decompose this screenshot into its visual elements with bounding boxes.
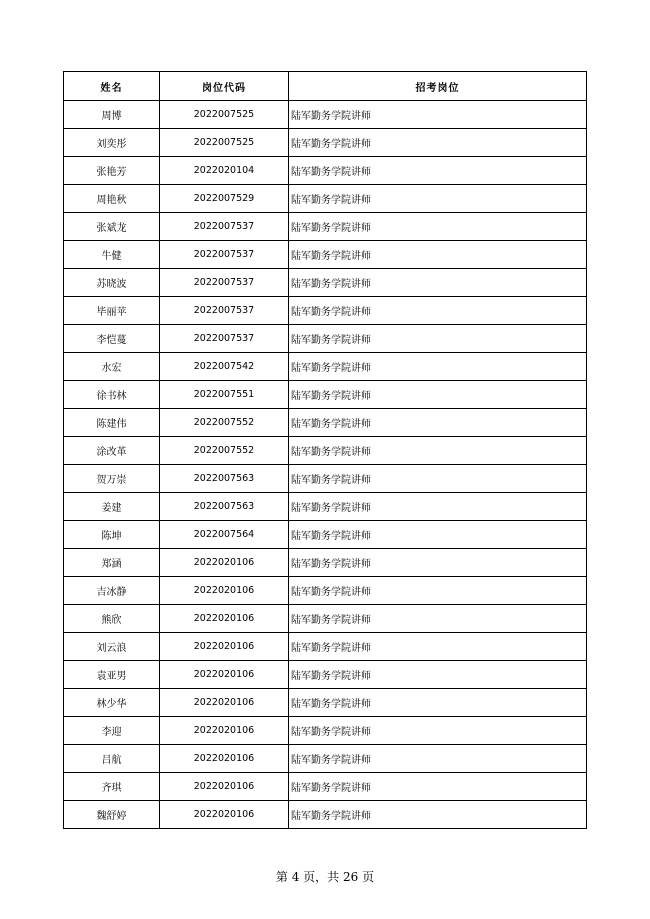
cell-name: 苏晓波	[64, 269, 160, 297]
cell-name: 张艳芳	[64, 157, 160, 185]
cell-name: 齐琪	[64, 773, 160, 801]
table-body	[64, 101, 587, 829]
cell-position-code: 2022007537	[160, 241, 289, 269]
cell-recruitment-post: 陆军勤务学院讲师	[289, 801, 587, 829]
cell-recruitment-post: 陆军勤务学院讲师	[289, 325, 587, 353]
table-row	[64, 269, 587, 297]
table-row	[64, 745, 587, 773]
cell-recruitment-post: 陆军勤务学院讲师	[289, 717, 587, 745]
cell-position-code: 2022020106	[160, 689, 289, 717]
candidate-table-container	[63, 71, 586, 829]
table-row	[64, 101, 587, 129]
cell-position-code: 2022020106	[160, 605, 289, 633]
header-position-code: 岗位代码	[160, 72, 289, 101]
cell-recruitment-post: 陆军勤务学院讲师	[289, 773, 587, 801]
cell-position-code: 2022007529	[160, 185, 289, 213]
cell-recruitment-post: 陆军勤务学院讲师	[289, 101, 587, 129]
cell-position-code: 2022020106	[160, 577, 289, 605]
cell-position-code: 2022020106	[160, 717, 289, 745]
cell-recruitment-post: 陆军勤务学院讲师	[289, 605, 587, 633]
header-recruitment-post: 招考岗位	[289, 72, 587, 101]
cell-recruitment-post: 陆军勤务学院讲师	[289, 185, 587, 213]
cell-position-code: 2022007525	[160, 101, 289, 129]
cell-position-code: 2022020106	[160, 773, 289, 801]
cell-name: 李迎	[64, 717, 160, 745]
cell-recruitment-post: 陆军勤务学院讲师	[289, 465, 587, 493]
cell-position-code: 2022007552	[160, 437, 289, 465]
cell-position-code: 2022020106	[160, 745, 289, 773]
cell-name: 李恺蔓	[64, 325, 160, 353]
cell-recruitment-post: 陆军勤务学院讲师	[289, 521, 587, 549]
cell-recruitment-post: 陆军勤务学院讲师	[289, 437, 587, 465]
table-row	[64, 213, 587, 241]
cell-name: 刘云浪	[64, 633, 160, 661]
cell-recruitment-post: 陆军勤务学院讲师	[289, 633, 587, 661]
cell-name: 袁亚男	[64, 661, 160, 689]
table-row	[64, 605, 587, 633]
cell-position-code: 2022007537	[160, 297, 289, 325]
candidate-table	[63, 71, 587, 829]
table-row	[64, 297, 587, 325]
cell-name: 陈建伟	[64, 409, 160, 437]
cell-name: 毕丽苹	[64, 297, 160, 325]
cell-position-code: 2022007563	[160, 465, 289, 493]
table-row	[64, 353, 587, 381]
cell-name: 熊欣	[64, 605, 160, 633]
cell-name: 林少华	[64, 689, 160, 717]
table-row	[64, 437, 587, 465]
cell-recruitment-post: 陆军勤务学院讲师	[289, 577, 587, 605]
cell-position-code: 2022007551	[160, 381, 289, 409]
table-header-row	[64, 72, 587, 101]
cell-name: 刘奕彤	[64, 129, 160, 157]
table-row	[64, 577, 587, 605]
table-row	[64, 633, 587, 661]
table-row	[64, 493, 587, 521]
table-row	[64, 801, 587, 829]
cell-position-code: 2022007552	[160, 409, 289, 437]
cell-recruitment-post: 陆军勤务学院讲师	[289, 353, 587, 381]
cell-name: 水宏	[64, 353, 160, 381]
table-row	[64, 381, 587, 409]
cell-position-code: 2022007537	[160, 213, 289, 241]
cell-position-code: 2022007525	[160, 129, 289, 157]
cell-position-code: 2022007564	[160, 521, 289, 549]
table-row	[64, 409, 587, 437]
table-row	[64, 521, 587, 549]
cell-position-code: 2022020106	[160, 549, 289, 577]
cell-position-code: 2022007563	[160, 493, 289, 521]
table-row	[64, 549, 587, 577]
cell-recruitment-post: 陆军勤务学院讲师	[289, 661, 587, 689]
cell-name: 魏舒婷	[64, 801, 160, 829]
cell-position-code: 2022020106	[160, 661, 289, 689]
table-row	[64, 661, 587, 689]
cell-recruitment-post: 陆军勤务学院讲师	[289, 381, 587, 409]
cell-recruitment-post: 陆军勤务学院讲师	[289, 241, 587, 269]
cell-name: 张斌龙	[64, 213, 160, 241]
cell-name: 周艳秋	[64, 185, 160, 213]
table-row	[64, 185, 587, 213]
cell-name: 牛健	[64, 241, 160, 269]
cell-name: 郑涵	[64, 549, 160, 577]
cell-position-code: 2022020106	[160, 633, 289, 661]
table-row	[64, 157, 587, 185]
table-row	[64, 241, 587, 269]
header-name: 姓名	[64, 72, 160, 101]
cell-name: 姜建	[64, 493, 160, 521]
cell-recruitment-post: 陆军勤务学院讲师	[289, 409, 587, 437]
cell-name: 吕航	[64, 745, 160, 773]
cell-recruitment-post: 陆军勤务学院讲师	[289, 549, 587, 577]
cell-recruitment-post: 陆军勤务学院讲师	[289, 157, 587, 185]
cell-name: 陈坤	[64, 521, 160, 549]
cell-name: 贺万崇	[64, 465, 160, 493]
cell-name: 吉冰静	[64, 577, 160, 605]
cell-recruitment-post: 陆军勤务学院讲师	[289, 493, 587, 521]
cell-position-code: 2022020106	[160, 801, 289, 829]
cell-position-code: 2022007542	[160, 353, 289, 381]
cell-recruitment-post: 陆军勤务学院讲师	[289, 297, 587, 325]
table-row	[64, 129, 587, 157]
cell-name: 涂改革	[64, 437, 160, 465]
cell-recruitment-post: 陆军勤务学院讲师	[289, 213, 587, 241]
table-row	[64, 773, 587, 801]
cell-recruitment-post: 陆军勤务学院讲师	[289, 269, 587, 297]
table-row	[64, 325, 587, 353]
table-row	[64, 717, 587, 745]
cell-recruitment-post: 陆军勤务学院讲师	[289, 689, 587, 717]
cell-position-code: 2022007537	[160, 325, 289, 353]
table-row	[64, 465, 587, 493]
cell-position-code: 2022020104	[160, 157, 289, 185]
cell-position-code: 2022007537	[160, 269, 289, 297]
cell-name: 徐书林	[64, 381, 160, 409]
table-row	[64, 689, 587, 717]
page-number-footer: 第 4 页，共 26 页	[275, 870, 375, 884]
cell-name: 周博	[64, 101, 160, 129]
cell-recruitment-post: 陆军勤务学院讲师	[289, 745, 587, 773]
cell-recruitment-post: 陆军勤务学院讲师	[289, 129, 587, 157]
